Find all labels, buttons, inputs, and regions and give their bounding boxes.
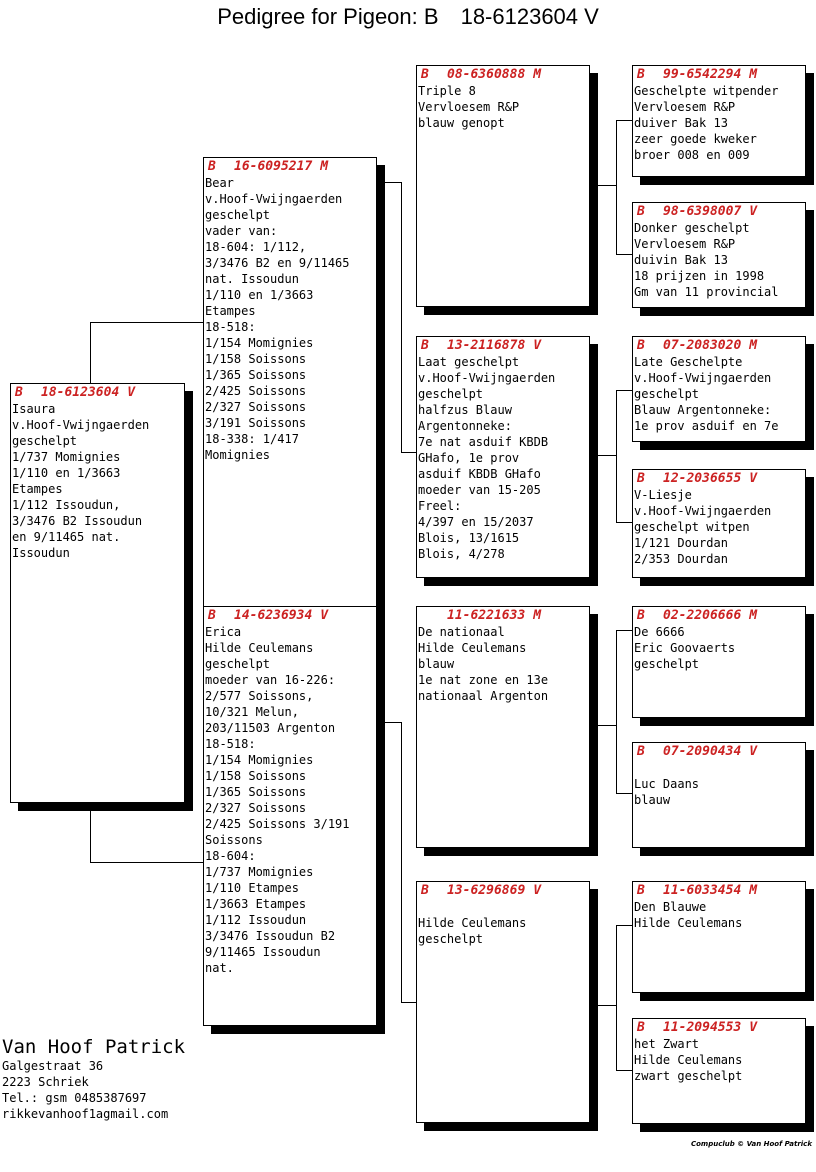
gender-mark: V (749, 744, 758, 759)
detail-line: 18-604: 1/112, (205, 240, 307, 254)
connector-line (616, 390, 633, 391)
detail-line: geschelpt (634, 387, 700, 401)
pigeon-details (633, 624, 805, 672)
detail-line: blauw genopt (418, 116, 505, 130)
connector-line (90, 322, 91, 384)
detail-line: 10/321 Melun, (205, 705, 299, 719)
detail-line: Argentonneke: (418, 419, 512, 433)
gender-mark: V (533, 338, 542, 353)
connector-line (401, 722, 402, 1003)
detail-line: nationaal Argenton (418, 689, 549, 703)
detail-line: 1/365 Soissons (205, 785, 307, 799)
footer-credit: Compuclub © Van Hoof Patrick (690, 1140, 812, 1148)
gender-mark: V (127, 385, 136, 400)
gender-mark: V (749, 204, 758, 219)
pigeon-details (633, 83, 805, 163)
title-prefix: Pedigree for Pigeon: (217, 4, 418, 29)
detail-line: 2/327 Soissons (205, 400, 307, 414)
connector-line (616, 120, 633, 121)
detail-line: v.Hoof-Vwijngaerden (634, 504, 772, 518)
detail-line: 2/425 Soissons 3/191 (205, 817, 350, 831)
detail-line: Soissons (205, 833, 263, 847)
detail-line: Momignies (205, 448, 271, 462)
detail-line: zwart geschelpt (634, 1069, 743, 1083)
pigeon-details (417, 354, 589, 562)
detail-line: Bear (205, 176, 234, 190)
detail-line: 1/158 Soissons (205, 352, 307, 366)
detail-line: Issoudun (12, 546, 70, 560)
connector-line (90, 862, 204, 863)
detail-line: 1/365 Soissons (205, 368, 307, 382)
card-header (417, 607, 589, 624)
owner-address: Galgestraat 36 (2, 1059, 104, 1073)
detail-line: blauw (634, 793, 671, 807)
ring-number: 11-2094553 (663, 1020, 742, 1035)
connector-line (384, 182, 402, 183)
detail-line: Eric Goovaerts (634, 641, 736, 655)
card-header: B 11-6033454 M (637, 883, 758, 898)
card-header: B 11-2094553 V (637, 1020, 758, 1035)
card-header: B 07-2083020 M (637, 338, 758, 353)
connector-line (384, 722, 402, 723)
detail-line: Geschelpte witpender (634, 84, 779, 98)
connector-line (597, 455, 617, 456)
detail-line: Luc Daans (634, 777, 700, 791)
gender-mark: M (320, 159, 329, 174)
detail-line: duiver Bak 13 (634, 116, 728, 130)
detail-line: 18-604: (205, 849, 256, 863)
pigeon-card-ddd (632, 1018, 806, 1124)
card-header: B 02-2206666 M (637, 608, 758, 623)
detail-line: De 6666 (634, 625, 685, 639)
detail-line: geschelpt (634, 657, 700, 671)
detail-line: Donker geschelpt (634, 221, 750, 235)
detail-line: 1e prov asduif en 7e (634, 419, 779, 433)
ring-number: 11-6033454 (663, 883, 742, 898)
detail-line: Freel: (418, 499, 462, 513)
detail-line: 2/425 Soissons (205, 384, 307, 398)
connector-line (616, 390, 617, 523)
detail-line: V-Liesje (634, 488, 692, 502)
detail-line: Gm van 11 provincial (634, 285, 779, 299)
detail-line: geschelpt (418, 932, 484, 946)
connector-line (401, 452, 417, 453)
detail-line: Erica (205, 625, 242, 639)
detail-line: 3/3476 Issoudun B2 (205, 929, 336, 943)
connector-line (90, 322, 204, 323)
detail-line: het Zwart (634, 1037, 700, 1051)
pigeon-details (633, 899, 805, 931)
pigeon-card-sds (632, 336, 806, 442)
pigeon-card-dam (203, 606, 377, 1026)
card-header: B 12-2036655 V (637, 471, 758, 486)
pigeon-card-dsd (632, 742, 806, 848)
gender-mark: M (749, 67, 758, 82)
ring-number: 16-6095217 (234, 159, 313, 174)
detail-line: Vervloesem R&P (418, 100, 520, 114)
detail-line: 1/158 Soissons (205, 769, 307, 783)
owner-city: 2223 Schriek (2, 1075, 89, 1089)
detail-line: Etampes (205, 304, 256, 318)
gender-mark: M (749, 883, 758, 898)
pigeon-details (204, 624, 376, 976)
detail-line: 1/112 Issoudun (205, 913, 307, 927)
connector-line (401, 182, 402, 453)
card-header: B 98-6398007 V (637, 204, 758, 219)
detail-line: 3/191 Soissons (205, 416, 307, 430)
gender-mark: V (749, 1020, 758, 1035)
gender-mark: V (749, 471, 758, 486)
detail-line: geschelpt (205, 657, 271, 671)
detail-line: Blauw Argentonneke: (634, 403, 772, 417)
connector-line (616, 1070, 633, 1071)
owner-email: rikkevanhoof1agmail.com (2, 1107, 169, 1121)
detail-line: nat. (205, 961, 234, 975)
detail-line: Isaura (12, 402, 56, 416)
connector-line (90, 802, 91, 863)
pigeon-details (633, 487, 805, 567)
detail-line: geschelpt (418, 387, 484, 401)
card-header: B 18-6123604 V (15, 385, 136, 400)
detail-line: 1/110 Etampes (205, 881, 299, 895)
detail-line: geschelpt (12, 434, 78, 448)
detail-line: 2/577 Soissons, (205, 689, 314, 703)
pigeon-details (633, 354, 805, 434)
card-header: B 08-6360888 M (421, 67, 542, 82)
detail-line: Laat geschelpt (418, 355, 520, 369)
pigeon-details (633, 1036, 805, 1084)
detail-line: v.Hoof-Vwijngaerden (634, 371, 772, 385)
ring-number: 11-6221633 (447, 608, 526, 623)
ring-number: 07-2083020 (663, 338, 742, 353)
detail-line: 18-518: (205, 737, 256, 751)
detail-line: nat. Issoudun (205, 272, 299, 286)
detail-line: 1/121 Dourdan (634, 536, 728, 550)
detail-line: 3/3476 B2 Issoudun (12, 514, 143, 528)
pigeon-card-dd (416, 881, 590, 1123)
detail-line: Vervloesem R&P (634, 237, 736, 251)
connector-line (616, 925, 633, 926)
detail-line: 4/397 en 15/2037 (418, 515, 534, 529)
detail-line: moeder van 15-205 (418, 483, 541, 497)
detail-line: zeer goede kweker (634, 132, 757, 146)
detail-line: blauw (418, 657, 455, 671)
ring-number: 98-6398007 (663, 204, 742, 219)
connector-line (401, 1002, 417, 1003)
detail-line: 1/737 Momignies (12, 450, 121, 464)
detail-line: 1/110 en 1/3663 (12, 466, 121, 480)
detail-line: asduif KBDB GHafo (418, 467, 541, 481)
detail-line: Late Geschelpte (634, 355, 743, 369)
connector-line (616, 630, 633, 631)
pigeon-card-ss (416, 65, 590, 307)
pigeon-card-sss (632, 65, 806, 177)
owner-block (2, 1036, 185, 1122)
detail-line: Hilde Ceulemans (205, 641, 314, 655)
detail-line: en 9/11465 nat. (12, 530, 121, 544)
detail-line (418, 899, 589, 915)
ring-number: 18-6123604 (41, 385, 120, 400)
pigeon-card-ds (416, 606, 590, 848)
gender-mark: M (749, 338, 758, 353)
detail-line: 1/154 Momignies (205, 336, 314, 350)
ring-number: 08-6360888 (447, 67, 526, 82)
detail-line: De nationaal (418, 625, 505, 639)
card-header: B 14-6236934 V (208, 608, 329, 623)
detail-line: 18-518: (205, 320, 256, 334)
detail-line: Hilde Ceulemans (634, 1053, 743, 1067)
pigeon-details (417, 899, 589, 947)
title-ring: 18-6123604 V (460, 4, 599, 29)
detail-line: 203/11503 Argenton (205, 721, 336, 735)
pigeon-card-sdd (632, 469, 806, 578)
pigeon-card-ssd (632, 202, 806, 308)
detail-line: v.Hoof-Vwijngaerden (418, 371, 556, 385)
detail-line: halfzus Blauw (418, 403, 512, 417)
pigeon-card-subject (10, 383, 185, 803)
detail-line: Triple 8 (418, 84, 476, 98)
detail-line: 18-338: 1/417 (205, 432, 299, 446)
connector-line (616, 925, 617, 1071)
detail-line: 1/154 Momignies (205, 753, 314, 767)
pigeon-card-dss (632, 606, 806, 718)
detail-line: Hilde Ceulemans (418, 641, 527, 655)
detail-line: 1/112 Issoudun, (12, 498, 121, 512)
detail-line: 9/11465 Issoudun (205, 945, 321, 959)
detail-line: 1/110 en 1/3663 (205, 288, 314, 302)
detail-line: v.Hoof-Vwijngaerden (205, 192, 343, 206)
owner-phone: Tel.: gsm 0485387697 (2, 1091, 147, 1105)
detail-line: broer 008 en 009 (634, 148, 750, 162)
detail-line: geschelpt witpen (634, 520, 750, 534)
ring-number: 14-6236934 (234, 608, 313, 623)
detail-line: Hilde Ceulemans (634, 916, 743, 930)
connector-line (616, 630, 617, 794)
connector-line (616, 254, 633, 255)
owner-name: Van Hoof Patrick (2, 1036, 186, 1058)
ring-number: 99-6542294 (663, 67, 742, 82)
detail-line: 1e nat zone en 13e (418, 673, 549, 687)
ring-number: 07-2090434 (663, 744, 742, 759)
detail-line: Hilde Ceulemans (418, 916, 527, 930)
connector-line (597, 725, 617, 726)
connector-line (597, 185, 617, 186)
ring-number: 13-2116878 (447, 338, 526, 353)
detail-line: 2/353 Dourdan (634, 552, 728, 566)
detail-line: vader van: (205, 224, 278, 238)
pigeon-details (417, 624, 589, 704)
detail-line: v.Hoof-Vwijngaerden (12, 418, 150, 432)
pigeon-details (633, 760, 805, 808)
ring-number: 02-2206666 (663, 608, 742, 623)
connector-line (616, 522, 633, 523)
card-header: B 07-2090434 V (637, 744, 758, 759)
detail-line: Blois, 4/278 (418, 547, 505, 561)
pigeon-card-sire (203, 157, 377, 617)
detail-line: GHafo, 1e prov (418, 451, 520, 465)
detail-line: duivin Bak 13 (634, 253, 728, 267)
detail-line: 1/737 Momignies (205, 865, 314, 879)
detail-line: Den Blauwe (634, 900, 707, 914)
pigeon-details (633, 220, 805, 300)
detail-line: Vervloesem R&P (634, 100, 736, 114)
detail-line: Etampes (12, 482, 63, 496)
page-title (0, 4, 816, 30)
detail-line: 3/3476 B2 en 9/11465 (205, 256, 350, 270)
detail-line: 2/327 Soissons (205, 801, 307, 815)
card-header: B 16-6095217 M (208, 159, 329, 174)
gender-mark: V (320, 608, 329, 623)
gender-mark: M (749, 608, 758, 623)
pigeon-details (11, 401, 184, 561)
ring-number: 13-6296869 (447, 883, 526, 898)
connector-line (597, 1005, 617, 1006)
detail-line (634, 760, 805, 776)
pigeon-details (204, 175, 376, 463)
card-header: B 13-6296869 V (421, 883, 542, 898)
pigeon-card-sd (416, 336, 590, 578)
gender-mark: M (533, 67, 542, 82)
card-header: B 99-6542294 M (637, 67, 758, 82)
ring-number: 12-2036655 (663, 471, 742, 486)
detail-line: 1/3663 Etampes (205, 897, 307, 911)
connector-line (616, 793, 633, 794)
detail-line: 18 prijzen in 1998 (634, 269, 765, 283)
detail-line: Blois, 13/1615 (418, 531, 520, 545)
pigeon-card-dds (632, 881, 806, 993)
detail-line: 7e nat asduif KBDB (418, 435, 549, 449)
connector-line (616, 120, 617, 255)
gender-mark: V (533, 883, 542, 898)
detail-line: moeder van 16-226: (205, 673, 336, 687)
title-sex: B (423, 4, 439, 29)
detail-line: geschelpt (205, 208, 271, 222)
card-header: B 13-2116878 V (421, 338, 542, 353)
pigeon-details (417, 83, 589, 131)
gender-mark: M (533, 608, 542, 623)
